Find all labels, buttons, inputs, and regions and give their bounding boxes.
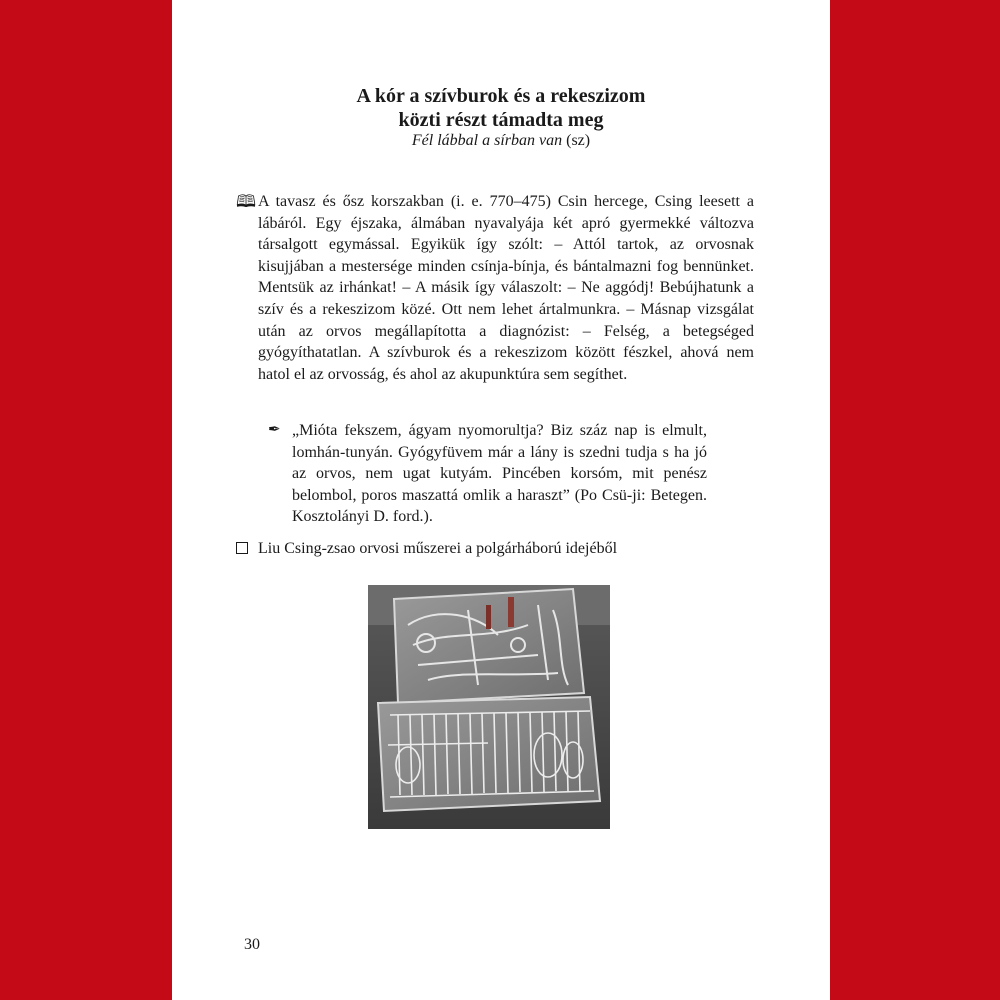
square-outline-icon: [236, 542, 248, 554]
subtitle: [172, 131, 830, 151]
poem-quote: [268, 420, 707, 528]
photo-caption: [258, 538, 758, 560]
page-title: [172, 84, 830, 132]
surgical-instruments-photo: [368, 585, 610, 829]
subtitle-proverb: Fél lábbal a sírban van: [411, 132, 563, 149]
poem-text: „Mióta fekszem, ágyam nyomorultja? Biz száz nap is elmult, lomhán-tunyán. Gyógyfüvem már a lány is szedni tudja s ha jó az orvos, nem ugat kutyám. Pincében korsóm, mit penész belombol, poros maszattá omlik a haraszt” (Po Csü-ji: Betegen. Kosztolányi D. ford.).: [292, 422, 707, 526]
title-line-2: közti részt támadta meg: [398, 109, 604, 131]
story-paragraph: [236, 191, 754, 385]
quill-pen-icon: ✒: [268, 422, 281, 438]
subtitle-suffix: (sz): [566, 132, 591, 149]
book-icon: 🕮: [236, 192, 257, 211]
title-line-1: A kór a szívburok és a rekeszizom: [356, 85, 646, 107]
story-text: A tavasz és ősz korszakban (i. e. 770–475) Csin hercege, Csing leesett a lábáról. Egy éjszaka, álmában nyavalyája két apró gyermekké változva társalgott egymással. Egyikük így szólt: – Attól tartok, az orvosnak kisujjában a mestersége minden csínja-bínja, és bántalmazni fog bennünket. Mentsük az irhánkat! – A másik így válaszolt: – Ne aggódj! Bebújhatunk a szív és a rekeszizom közé. Ott nem lehet ártalmunkra. – Másnap vizsgálat után az orvos megállapította a diagnózist: – Felség, a betegséged gyógyíthatatlan. A szívburok és a rekeszizom között fészkel, ahová nem hatol el az orvosság, és ahol az akupunktúra sem segíthet.: [258, 193, 754, 383]
caption-text: Liu Csing-zsao orvosi műszerei a polgárháború idejéből: [258, 540, 618, 557]
page-number: 30: [244, 936, 260, 953]
book-page: [172, 0, 830, 1000]
